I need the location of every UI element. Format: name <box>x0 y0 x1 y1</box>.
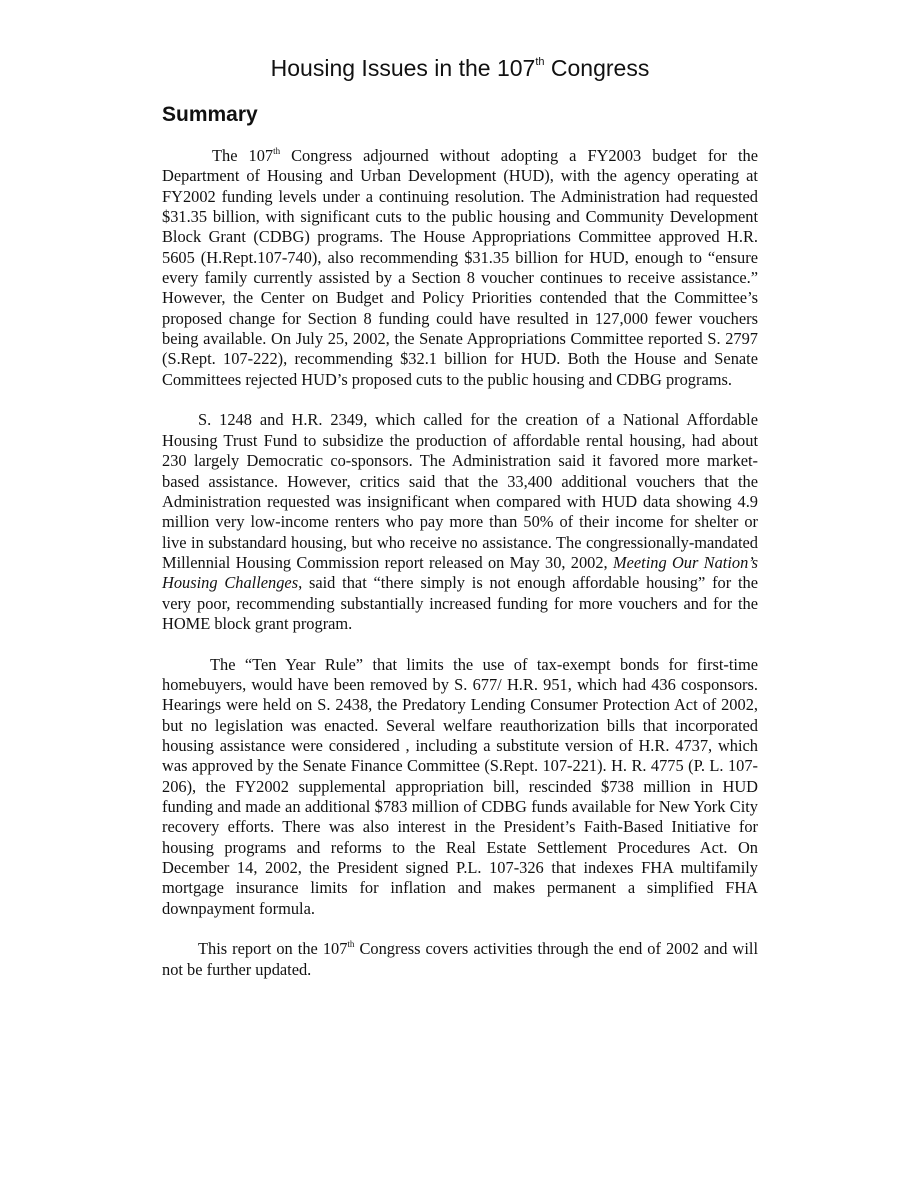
paragraph-budget-ordinal: th <box>273 146 281 156</box>
paragraph-trust-fund-tail: , said that “there simply is not enough affordable housing” for the very poor, recommending substantially increased funding for more vouchers and for the HOME block grant program. <box>162 573 758 633</box>
report-title-italic: Meeting Our Nation’s Housing Challenges <box>162 552 758 593</box>
paragraph-budget-text: Congress adjourned without adopting a FY2003 budget for the Department of Housing and Urban Development (HUD), with the agency operating at FY2002 funding levels under a continuing resolution. The Administration had requested $31.35 billion, with significant cuts to the public housing and Community Development Block Grant (CDBG) programs. The House Appropriations Committee approved H.R. 5605 (H.Rept.107-740), also recommending $31.35 billion for HUD, enough to “ensure every family currently assisted by a Section 8 voucher continues to receive assistance.” However, the Center on Budget and Policy Priorities contended that the Committee’s proposed change for Section 8 funding could have resulted in 127,000 fewer vouchers being available. On July 25, 2002, the Senate Appropriations Committee reported S. 2797 (S.Rept. 107-222), recommending $32.1 billion for HUD. Both the House and Senate Committees rejected HUD’s proposed cuts to the public housing and CDBG programs. <box>162 146 759 389</box>
summary-heading: Summary <box>162 103 258 126</box>
summary-body <box>162 146 758 1000</box>
paragraph-budget-lead: The 107 <box>212 146 274 165</box>
paragraph-report-note-lead: This report on the 107 <box>198 939 348 959</box>
title-prefix: Housing Issues in the 107 <box>270 55 536 81</box>
paragraph-budget <box>162 146 758 390</box>
paragraph-report-note-ordinal: th <box>347 939 355 950</box>
paragraph-legislation: The “Ten Year Rule” that limits the use of tax-exempt bonds for first-time homebuyers, would have been removed by S. 677/ H.R. 951, which had 436 cosponsors. Hearings were held on S. 2438, the Predatory Lending Consumer Protection Act of 2002, but no legislation was enacted. Several welfare reauthorization bills that incorporated housing assistance were considered , including a substitute version of H.R. 4737, which was approved by the Senate Finance Committee (S.Rept. 107-221). H. R. 4775 (P. L. 107-206), the FY2002 supplemental appropriation bill, rescinded $738 million in HUD funding and made an additional $783 million of CDBG funds available for New York City recovery efforts. There was also interest in the President’s Faith-Based Initiative for housing programs and reforms to the Real Estate Settlement Procedures Act. On December 14, 2002, the President signed P.L. 107-326 that indexes FHA multifamily mortgage insurance limits for inflation and makes permanent a simplified FHA downpayment formula. <box>162 654 758 918</box>
paragraph-report-note <box>162 939 758 980</box>
title-suffix: Congress <box>544 55 650 81</box>
paragraph-trust-fund-text: S. 1248 and H.R. 2349, which called for the creation of a National Affordable Housing Trust Fund to subsidize the production of affordable rental housing, had about 230 largely Democratic co-sponsors. The Administration said it favored more market-based assistance. However, critics said that the 33,400 additional vouchers that the Administration requested was insignificant when compared with HUD data showing 4.9 million very low-income renters who pay more than 50% of their income for shelter or live in substandard housing, but who receive no assistance. The congressionally-mandated Millennial Housing Commission report released on May 30, 2002, <box>162 410 758 572</box>
paragraph-trust-fund <box>162 410 758 634</box>
document-title <box>0 52 920 84</box>
title-ordinal-suffix: th <box>535 56 545 68</box>
paragraph-report-note-text: Congress covers activities through the end of 2002 and will not be further updated. <box>162 939 758 979</box>
